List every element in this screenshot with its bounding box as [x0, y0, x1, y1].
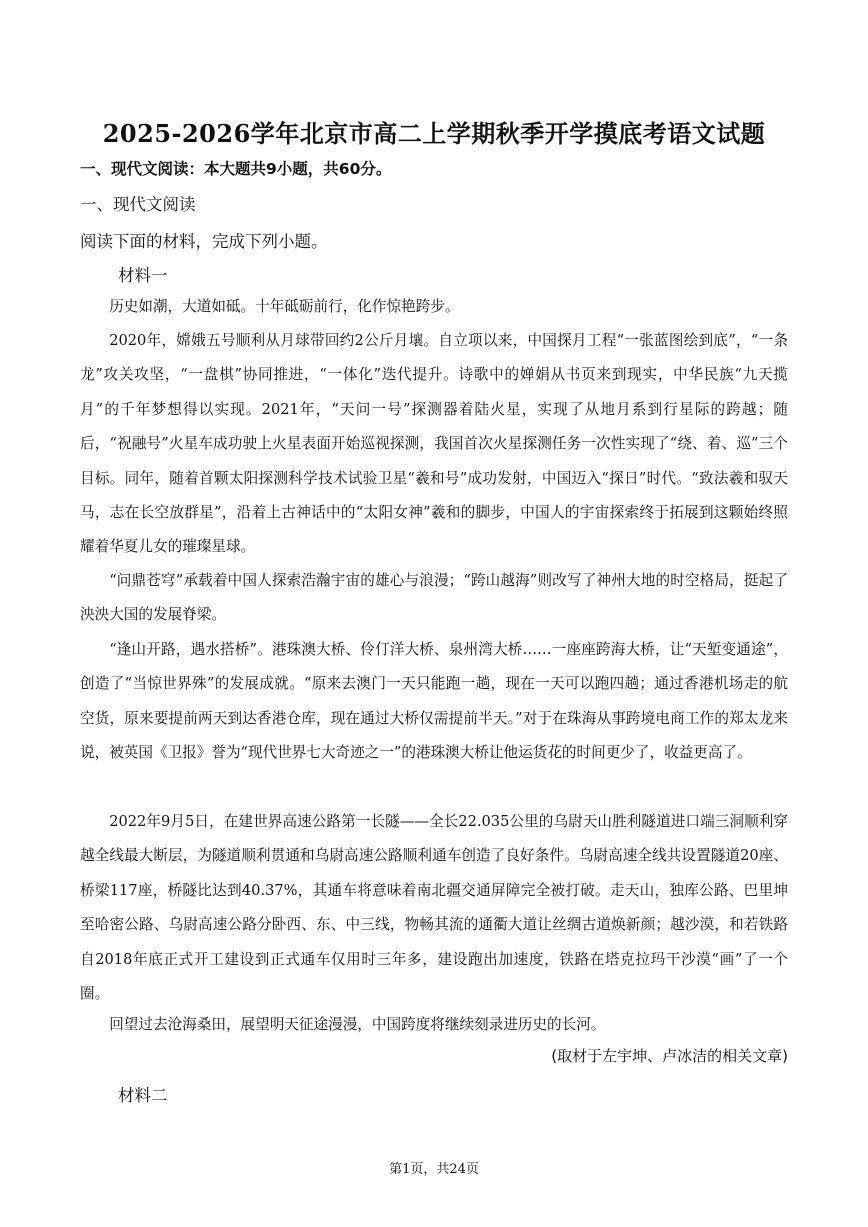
material-one-label: 材料一 — [118, 266, 168, 285]
paragraph: 回望过去沧海桑田，展望明天征途漫漫，中国跨度将继续刻录进历史的长河。 — [109, 1016, 606, 1033]
paragraph: “逢山开路，遇水搭桥”。港珠澳大桥、伶仃洋大桥、泉州湾大桥……一座座跨海大桥，让“天堑变通途”，创造了“当惊世界殊”的发展成就。“原来去澳门一天只能跑一趟，现在一天可以跑四趟；通过香港机场走的航空货，原来要提前两天到达香港仓库，现在通过大桥仅需提前半天。”对于在珠海从事跨境电商工作的郑太龙来说，被英国《卫报》誉为“现代世界七大奇迹之一”的港珠澳大桥让他运货花的时间更少了，收益更高了。 — [80, 641, 788, 762]
sub-heading: 一、现代文阅读 — [80, 195, 196, 214]
paragraph: 历史如潮，大道如砥。十年砥砺前行，化作惊艳跨步。 — [109, 298, 460, 315]
section-heading: 一、现代文阅读：本大题共9小题，共60分。 — [80, 160, 392, 178]
document-title: 2025-2026学年北京市高二上学期秋季开学摸底考语文试题 — [102, 119, 766, 148]
paragraph: 2022年9月5日，在建世界高速公路第一长隧——全长22.035公里的乌尉天山胜利隧道进口端三洞顺利穿越全线最大断层，为隧道顺利贯通和乌尉高速公路顺利通车创造了良好条件。乌尉高速全线共设置隧道20座、桥梁117座，桥隧比达到40.37%，其通车将意味着南北疆交通屏障完全被打破。走天山，独库公路、巴里坤至哈密公路、乌尉高速公路分卧西、东、中三线，物畅其流的通衢大道让丝绸古道焕新颜；越沙漠，和若铁路自2018年底正式开工建设到正式通车仅用时三年多，建设跑出加速度，铁路在塔克拉玛干沙漠“画”了一个圈。 — [80, 813, 788, 1003]
page-number: 第1页，共24页 — [389, 1162, 479, 1177]
paragraph: “问鼎苍穹”承载着中国人探索浩瀚宇宙的雄心与浪漫；“跨山越海”则改写了神州大地的时空格局，挺起了泱泱大国的发展脊梁。 — [80, 572, 788, 624]
material-two-label: 材料二 — [118, 1086, 168, 1105]
instruction-text: 阅读下面的材料，完成下列小题。 — [80, 232, 328, 251]
source-citation: (取材于左宇坤、卢冰洁的相关文章) — [551, 1047, 788, 1065]
paragraph: 2020年，嫦娥五号顺利从月球带回约2公斤月壤。自立项以来，中国探月工程“一张蓝图绘到底”，“一条龙”攻关攻坚，“一盘棋”协同推进，“一体化”迭代提升。诗歌中的婵娟从书页来到现实，中华民族“九天揽月”的千年梦想得以实现。2021年，“天问一号”探测器着陆火星，实现了从地月系到行星际的跨越；随后，“祝融号”火星车成功驶上火星表面开始巡视探测，我国首次火星探测任务一次性实现了“绕、着、巡”三个目标。同年，随着首颗太阳探测科学技术试验卫星“羲和号”成功发射，中国迈入“探日”时代。“致法羲和驭天马，志在长空放群星”，沿着上古神话中的“太阳女神”羲和的脚步，中国人的宇宙探索终于拓展到这颗始终照耀着华夏儿女的璀璨星球。 — [80, 332, 788, 556]
